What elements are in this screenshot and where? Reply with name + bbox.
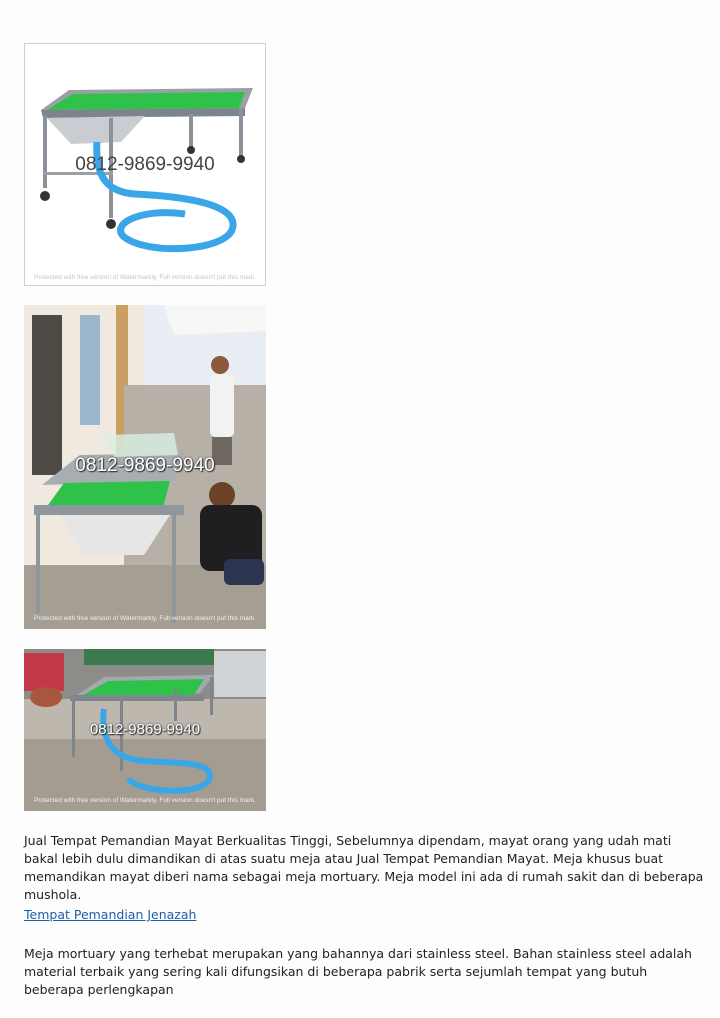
body-paragraph: Jual Tempat Pemandian Mayat Berkualitas Tinggi, Sebelumnya dipendam, mayat orang yang udah mati bakal lebih dulu dimandikan di atas suatu meja atau Jual Tempat Pemandian Mayat. Meja khusus buat memandikan mayat diberi nama sebagai meja mortuary. Meja model ini ada di rumah sakit dan di beberapa mushola.	[24, 833, 704, 902]
watermark-text: Protected with free version of Watermarkly. Full version doesn't put this mark.	[34, 274, 256, 281]
product-photo-2	[24, 305, 266, 629]
watermark-text: Protected with free version of Watermarkly. Full version doesn't put this mark.	[34, 797, 256, 804]
watermark-text: Protected with free version of Watermarkly. Full version doesn't put this mark.	[34, 615, 256, 622]
phone-number-overlay: 0812-9869-9940	[75, 455, 215, 476]
product-photo-1	[24, 43, 266, 286]
product-photo-3	[24, 649, 266, 811]
phone-number-overlay: 0812-9869-9940	[89, 721, 201, 738]
tempat-pemandian-jenazah-link[interactable]: Tempat Pemandian Jenazah	[24, 907, 197, 922]
phone-number-overlay: 0812-9869-9940	[75, 154, 215, 175]
body-paragraph: Meja mortuary yang terhebat merupakan yang bahannya dari stainless steel. Bahan stainless steel adalah material terbaik yang sering kali difungsikan di beberapa pabrik serta sejumlah tempat yang butuh beberapa perlengkapan	[24, 946, 692, 997]
